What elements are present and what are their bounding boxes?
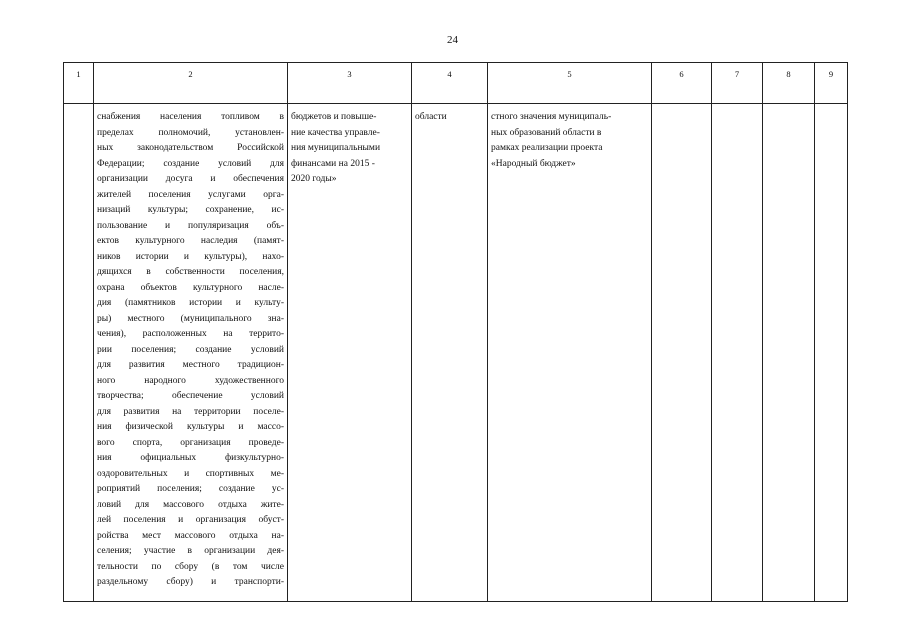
cell-line: Федерации; создание условий для bbox=[97, 158, 284, 169]
data-table bbox=[63, 62, 848, 602]
cell-col-7 bbox=[712, 104, 763, 602]
cell-line: ройства мест массового отдыха на- bbox=[97, 530, 284, 541]
cell-line: пользование и популяризация объ- bbox=[97, 220, 284, 231]
header-col-2: 2 bbox=[94, 63, 288, 104]
cell-line: ловий для массового отдыха жите- bbox=[97, 499, 284, 510]
cell-line: дящихся в собственности поселения, bbox=[97, 267, 284, 277]
cell-line: стного значения муниципаль- bbox=[491, 112, 612, 122]
cell-line: финансами на 2015 - bbox=[291, 158, 375, 169]
cell-col-2-text bbox=[94, 104, 287, 591]
cell-line: для развития на территории поселе- bbox=[97, 406, 284, 417]
cell-line: бюджетов и повыше- bbox=[291, 112, 377, 122]
cell-col-4-text bbox=[412, 104, 487, 126]
cell-col-5-text bbox=[488, 104, 651, 172]
cell-line: дия (памятников истории и культу- bbox=[97, 298, 284, 308]
cell-col-6 bbox=[652, 104, 712, 602]
cell-col-8 bbox=[763, 104, 815, 602]
page-number: 24 bbox=[447, 34, 458, 46]
cell-line: оздоровительных и спортивных ме- bbox=[97, 468, 284, 479]
header-col-6: 6 bbox=[652, 63, 712, 104]
cell-line: селения; участие в организации дея- bbox=[97, 546, 284, 556]
cell-line: низаций культуры; сохранение, ис- bbox=[97, 205, 284, 215]
header-col-4: 4 bbox=[412, 63, 488, 104]
cell-line: ния муниципальными bbox=[291, 143, 381, 153]
cell-line: 2020 годы» bbox=[291, 174, 337, 184]
cell-line: лей поселения и организация обуст- bbox=[97, 515, 284, 525]
cell-line: ры) местного (муниципального зна- bbox=[97, 313, 284, 324]
cell-line: ных законодательством Российской bbox=[97, 143, 284, 153]
header-col-3: 3 bbox=[288, 63, 412, 104]
cell-col-2 bbox=[94, 104, 288, 602]
cell-line: ния физической культуры и массо- bbox=[97, 422, 284, 432]
cell-line: творчества; обеспечение условий bbox=[97, 391, 284, 401]
cell-col-5 bbox=[488, 104, 652, 602]
cell-line: чения), расположенных на террито- bbox=[97, 329, 284, 339]
header-col-9: 9 bbox=[815, 63, 848, 104]
header-col-8: 8 bbox=[763, 63, 815, 104]
cell-line: вого спорта, организация проведе- bbox=[97, 437, 284, 448]
cell-col-9 bbox=[815, 104, 848, 602]
header-row bbox=[64, 63, 848, 104]
cell-line: ние качества управле- bbox=[291, 127, 380, 138]
cell-line: рамках реализации проекта bbox=[491, 143, 603, 153]
cell-line: организации досуга и обеспечения bbox=[97, 174, 284, 184]
cell-col-3 bbox=[288, 104, 412, 602]
cell-line: ектов культурного наследия (памят- bbox=[97, 236, 284, 246]
header-col-7: 7 bbox=[712, 63, 763, 104]
cell-line: тельности по сбору (в том числе bbox=[97, 561, 284, 572]
header-col-5: 5 bbox=[488, 63, 652, 104]
cell-line: ников истории и культуры), нахо- bbox=[97, 251, 284, 262]
cell-line: жителей поселения услугами орга- bbox=[97, 189, 284, 200]
cell-line: пределах полномочий, установлен- bbox=[97, 127, 284, 138]
cell-line: рии поселения; создание условий bbox=[97, 344, 284, 355]
table-row bbox=[64, 104, 848, 602]
cell-col-4 bbox=[412, 104, 488, 602]
cell-line: ных образований области в bbox=[491, 127, 602, 138]
cell-line: роприятий поселения; создание ус- bbox=[97, 484, 284, 494]
cell-col-3-text bbox=[288, 104, 411, 188]
cell-line: раздельному сбору) и транспорти- bbox=[97, 577, 284, 587]
cell-col-1 bbox=[64, 104, 94, 602]
cell-line: для развития местного традицион- bbox=[97, 360, 284, 370]
cell-line: охрана объектов культурного насле- bbox=[97, 282, 284, 293]
cell-line: «Народный бюджет» bbox=[491, 158, 576, 169]
cell-line: снабжения населения топливом в bbox=[97, 112, 284, 122]
cell-line: ния официальных физкультурно- bbox=[97, 453, 284, 463]
header-col-1: 1 bbox=[64, 63, 94, 104]
cell-line: ного народного художественного bbox=[97, 375, 284, 386]
cell-line: области bbox=[415, 112, 447, 122]
